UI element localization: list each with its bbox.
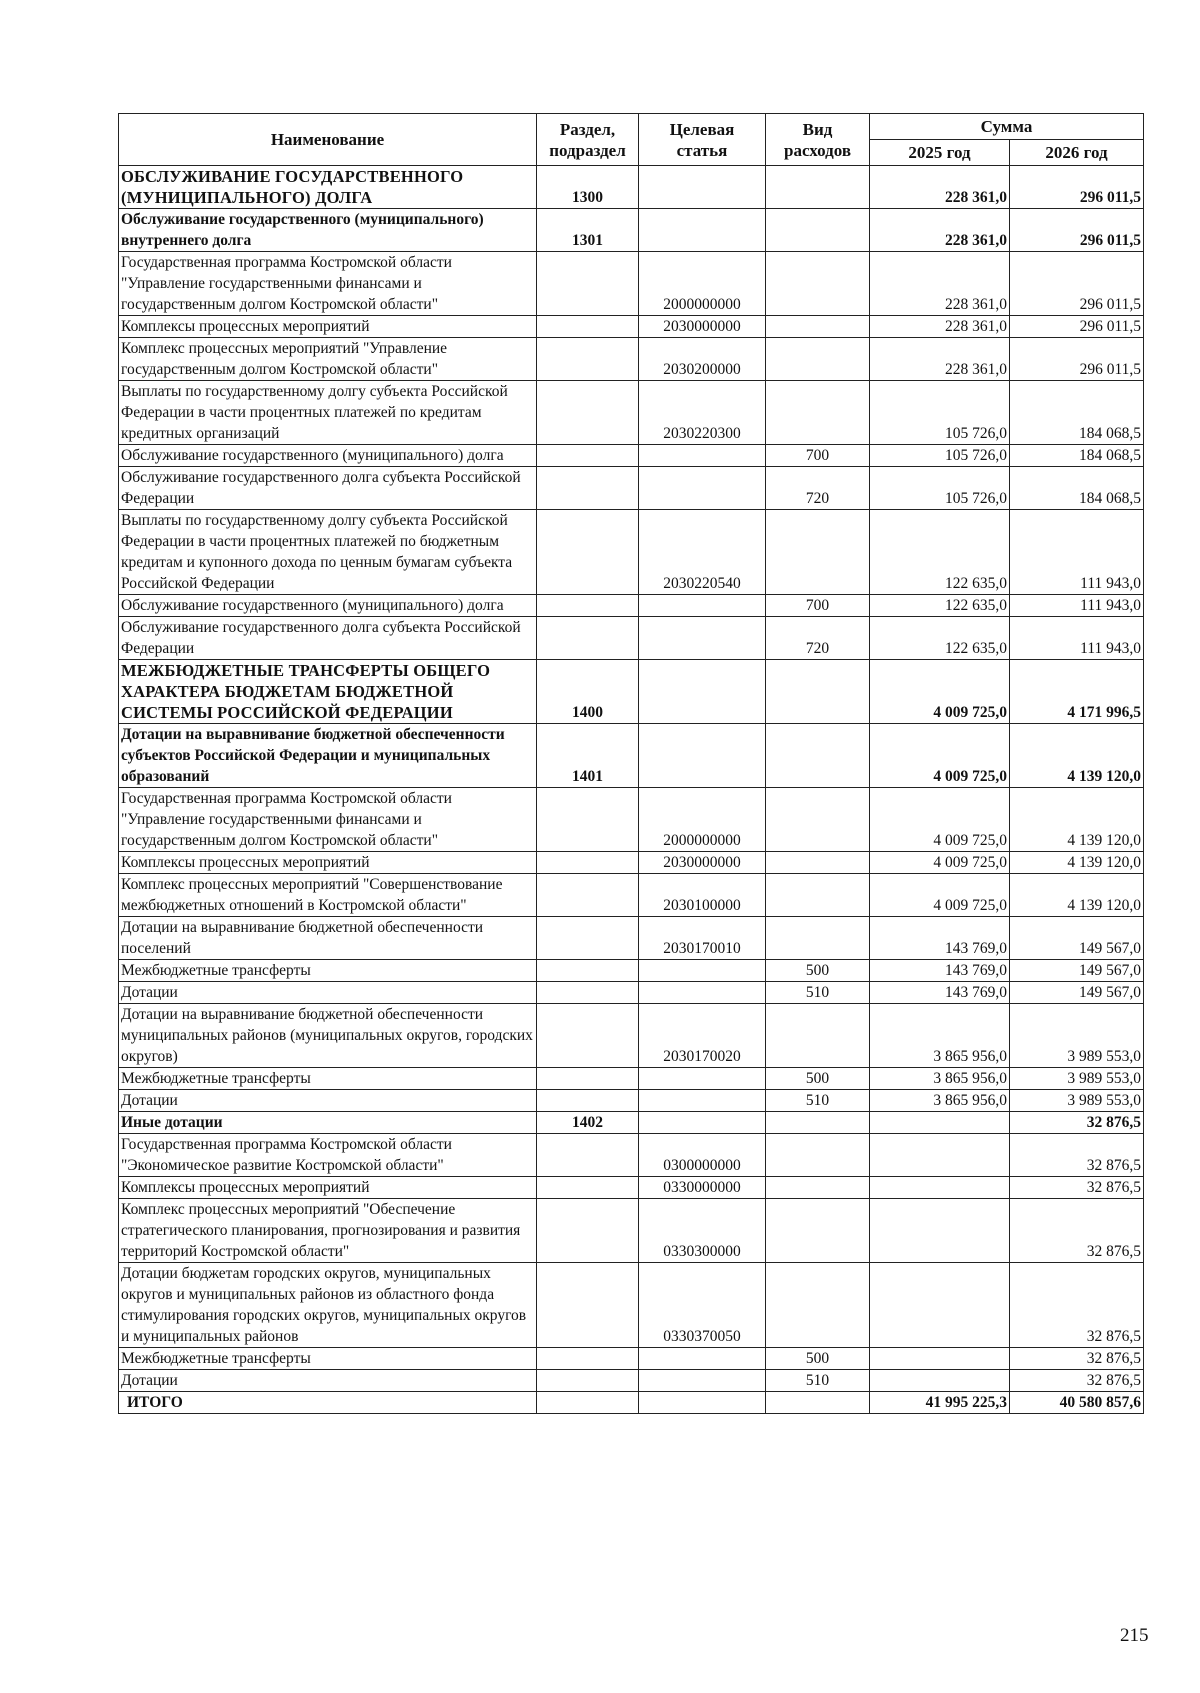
row-section: [537, 510, 639, 595]
page-number: 215: [1120, 1625, 1149, 1646]
row-name: Государственная программа Костромской области "Управление государственными финансами и государственным долгом Костромской области": [119, 788, 537, 852]
row-section: [537, 1263, 639, 1348]
row-name: Межбюджетные трансферты: [119, 960, 537, 982]
row-section: [537, 917, 639, 960]
table-row: [119, 316, 1144, 338]
row-target: [639, 724, 766, 788]
row-amount-2026: 3 989 553,0: [1010, 1068, 1144, 1090]
row-kind: [766, 660, 870, 724]
row-kind: 500: [766, 1348, 870, 1370]
row-target: [639, 617, 766, 660]
row-name: Дотации: [119, 1370, 537, 1392]
header-kind-line2: расходов: [784, 140, 851, 160]
row-amount-2025: 3 865 956,0: [870, 1090, 1010, 1112]
row-kind: [766, 252, 870, 316]
row-kind: [766, 852, 870, 874]
row-amount-2025: 228 361,0: [870, 252, 1010, 316]
row-kind: [766, 381, 870, 445]
row-kind: [766, 1177, 870, 1199]
row-amount-2025: 122 635,0: [870, 617, 1010, 660]
row-amount-2025: [870, 1370, 1010, 1392]
row-section: [537, 1177, 639, 1199]
row-amount-2025: 143 769,0: [870, 917, 1010, 960]
row-target: 0330370050: [639, 1263, 766, 1348]
row-amount-2025: 143 769,0: [870, 982, 1010, 1004]
row-section: [537, 1199, 639, 1263]
row-amount-2025: 228 361,0: [870, 209, 1010, 252]
row-amount-2025: 228 361,0: [870, 338, 1010, 381]
row-amount-2025: 228 361,0: [870, 166, 1010, 209]
row-name: Дотации на выравнивание бюджетной обеспеченности поселений: [119, 917, 537, 960]
row-kind: 500: [766, 1068, 870, 1090]
row-amount-2026: 296 011,5: [1010, 209, 1144, 252]
row-kind: [766, 166, 870, 209]
row-target: 2030000000: [639, 852, 766, 874]
table-row: [119, 1370, 1144, 1392]
row-target: [639, 1348, 766, 1370]
row-amount-2026: 149 567,0: [1010, 982, 1144, 1004]
row-name: Межбюджетные трансферты: [119, 1068, 537, 1090]
table-row: [119, 724, 1144, 788]
table-row: [119, 445, 1144, 467]
table-row: [119, 1263, 1144, 1348]
row-name: Иные дотации: [119, 1112, 537, 1134]
row-amount-2026: 149 567,0: [1010, 960, 1144, 982]
row-kind: 510: [766, 1090, 870, 1112]
row-section: [537, 1134, 639, 1177]
row-name: Обслуживание государственного долга субъекта Российской Федерации: [119, 617, 537, 660]
row-target: 0300000000: [639, 1134, 766, 1177]
row-target: [639, 1090, 766, 1112]
row-kind: [766, 917, 870, 960]
row-kind: [766, 209, 870, 252]
row-amount-2026: 184 068,5: [1010, 381, 1144, 445]
row-amount-2026: 4 139 120,0: [1010, 852, 1144, 874]
row-amount-2026: 296 011,5: [1010, 338, 1144, 381]
row-target: 2030170020: [639, 1004, 766, 1068]
row-kind: [766, 788, 870, 852]
table-row: [119, 788, 1144, 852]
table-row: [119, 1068, 1144, 1090]
row-section: [537, 1370, 639, 1392]
table-row: [119, 595, 1144, 617]
row-name: Межбюджетные трансферты: [119, 1348, 537, 1370]
header-year-2025: 2025 год: [870, 140, 1010, 166]
table-row: [119, 1348, 1144, 1370]
table-row: [119, 1134, 1144, 1177]
header-name: Наименование: [119, 114, 537, 166]
row-target: 2000000000: [639, 788, 766, 852]
row-amount-2026: 3 989 553,0: [1010, 1004, 1144, 1068]
row-target: [639, 1370, 766, 1392]
row-name: Дотации на выравнивание бюджетной обеспеченности субъектов Российской Федерации и муниципальных образований: [119, 724, 537, 788]
row-amount-2026: 111 943,0: [1010, 595, 1144, 617]
row-section: [537, 852, 639, 874]
row-section: [537, 1068, 639, 1090]
row-kind: 720: [766, 467, 870, 510]
row-amount-2026: 4 139 120,0: [1010, 788, 1144, 852]
row-kind: 700: [766, 445, 870, 467]
table-row: [119, 917, 1144, 960]
row-amount-2026: 296 011,5: [1010, 166, 1144, 209]
table-row: [119, 381, 1144, 445]
row-amount-2025: 4 009 725,0: [870, 874, 1010, 917]
row-target: [639, 166, 766, 209]
table-row: [119, 209, 1144, 252]
row-amount-2025: 3 865 956,0: [870, 1068, 1010, 1090]
row-amount-2026: 296 011,5: [1010, 252, 1144, 316]
row-kind: 720: [766, 617, 870, 660]
row-name: ОБСЛУЖИВАНИЕ ГОСУДАРСТВЕННОГО (МУНИЦИПАЛЬНОГО) ДОЛГА: [119, 166, 537, 209]
row-name: Обслуживание государственного долга субъекта Российской Федерации: [119, 467, 537, 510]
table-row: [119, 1177, 1144, 1199]
row-section: 1402: [537, 1112, 639, 1134]
row-section: 1301: [537, 209, 639, 252]
row-target: [639, 960, 766, 982]
row-amount-2026: 32 876,5: [1010, 1112, 1144, 1134]
row-kind: 700: [766, 595, 870, 617]
row-target: 2030000000: [639, 316, 766, 338]
row-section: [537, 381, 639, 445]
header-row-top: [119, 114, 1144, 140]
row-kind: [766, 1199, 870, 1263]
row-target: 2030100000: [639, 874, 766, 917]
table-row: [119, 874, 1144, 917]
table-row: [119, 338, 1144, 381]
table-row: [119, 1004, 1144, 1068]
row-name: Государственная программа Костромской области "Экономическое развитие Костромской области": [119, 1134, 537, 1177]
row-target: 0330000000: [639, 1177, 766, 1199]
row-section: 1400: [537, 660, 639, 724]
row-name: МЕЖБЮДЖЕТНЫЕ ТРАНСФЕРТЫ ОБЩЕГО ХАРАКТЕРА БЮДЖЕТАМ БЮДЖЕТНОЙ СИСТЕМЫ РОССИЙСКОЙ ФЕДЕРАЦИИ: [119, 660, 537, 724]
row-amount-2025: [870, 1199, 1010, 1263]
total-2026: 40 580 857,6: [1010, 1392, 1144, 1414]
header-summa: Сумма: [870, 114, 1144, 140]
row-name: Дотации бюджетам городских округов, муниципальных округов и муниципальных районов из областного фонда стимулирования городских округов, муниципальных округов и муниципальных районов: [119, 1263, 537, 1348]
row-amount-2026: 4 139 120,0: [1010, 874, 1144, 917]
row-name: Обслуживание государственного (муниципального) долга: [119, 445, 537, 467]
row-kind: 510: [766, 1370, 870, 1392]
row-amount-2026: 32 876,5: [1010, 1370, 1144, 1392]
row-kind: 510: [766, 982, 870, 1004]
row-amount-2026: 32 876,5: [1010, 1177, 1144, 1199]
row-target: 2030220300: [639, 381, 766, 445]
row-target: 2030170010: [639, 917, 766, 960]
row-target: [639, 595, 766, 617]
table-row: [119, 252, 1144, 316]
row-kind: [766, 510, 870, 595]
row-amount-2025: [870, 1112, 1010, 1134]
row-amount-2026: 111 943,0: [1010, 617, 1144, 660]
row-target: [639, 1112, 766, 1134]
budget-table: [118, 113, 1144, 1414]
row-section: [537, 1348, 639, 1370]
row-name: Обслуживание государственного (муниципального) долга: [119, 595, 537, 617]
total-kind: [766, 1392, 870, 1414]
row-amount-2026: 4 139 120,0: [1010, 724, 1144, 788]
row-amount-2025: 122 635,0: [870, 510, 1010, 595]
row-kind: [766, 316, 870, 338]
budget-table-body: [119, 166, 1144, 1392]
row-amount-2026: 111 943,0: [1010, 510, 1144, 595]
header-kind: [766, 114, 870, 166]
row-section: [537, 445, 639, 467]
header-target-line2: статья: [676, 140, 728, 160]
row-name: Государственная программа Костромской области "Управление государственными финансами и государственным долгом Костромской области": [119, 252, 537, 316]
header-razdel-line2: подраздел: [549, 140, 626, 160]
row-amount-2025: 4 009 725,0: [870, 724, 1010, 788]
row-name: Комплекс процессных мероприятий "Совершенствование межбюджетных отношений в Костромской области": [119, 874, 537, 917]
row-amount-2025: 105 726,0: [870, 381, 1010, 445]
row-section: [537, 982, 639, 1004]
table-row: [119, 852, 1144, 874]
table-row: [119, 467, 1144, 510]
row-target: 0330300000: [639, 1199, 766, 1263]
row-amount-2025: [870, 1263, 1010, 1348]
row-amount-2025: 4 009 725,0: [870, 788, 1010, 852]
row-amount-2025: 105 726,0: [870, 445, 1010, 467]
total-label: ИТОГО: [119, 1392, 537, 1414]
row-amount-2025: 143 769,0: [870, 960, 1010, 982]
row-kind: [766, 874, 870, 917]
row-target: 2030220540: [639, 510, 766, 595]
row-name: Комплексы процессных мероприятий: [119, 1177, 537, 1199]
row-target: [639, 1068, 766, 1090]
row-name: Комплекс процессных мероприятий "Обеспечение стратегического планирования, прогнозирования и развития территорий Костромской области": [119, 1199, 537, 1263]
header-kind-line1: Вид: [802, 119, 833, 139]
row-name: Дотации: [119, 982, 537, 1004]
row-amount-2025: 4 009 725,0: [870, 660, 1010, 724]
table-row: [119, 166, 1144, 209]
row-kind: [766, 1134, 870, 1177]
row-section: [537, 316, 639, 338]
row-amount-2025: 4 009 725,0: [870, 852, 1010, 874]
row-section: 1401: [537, 724, 639, 788]
row-name: Дотации на выравнивание бюджетной обеспеченности муниципальных районов (муниципальных округов, городских округов): [119, 1004, 537, 1068]
row-amount-2025: 3 865 956,0: [870, 1004, 1010, 1068]
row-name: Дотации: [119, 1090, 537, 1112]
row-section: [537, 617, 639, 660]
row-name: Комплексы процессных мероприятий: [119, 852, 537, 874]
row-amount-2025: 122 635,0: [870, 595, 1010, 617]
row-kind: [766, 1112, 870, 1134]
total-row: [119, 1392, 1144, 1414]
table-row: [119, 617, 1144, 660]
total-target: [639, 1392, 766, 1414]
row-target: [639, 982, 766, 1004]
row-target: [639, 445, 766, 467]
row-amount-2025: 105 726,0: [870, 467, 1010, 510]
row-kind: 500: [766, 960, 870, 982]
row-amount-2025: [870, 1348, 1010, 1370]
table-row: [119, 1090, 1144, 1112]
row-section: [537, 1004, 639, 1068]
table-row: [119, 1199, 1144, 1263]
row-section: [537, 960, 639, 982]
row-section: 1300: [537, 166, 639, 209]
row-amount-2025: [870, 1177, 1010, 1199]
row-name: Выплаты по государственному долгу субъекта Российской Федерации в части процентных платежей по бюджетным кредитам и купонного дохода по ценным бумагам субъекта Российской Федерации: [119, 510, 537, 595]
row-amount-2026: 32 876,5: [1010, 1348, 1144, 1370]
table-row: [119, 510, 1144, 595]
total-section: [537, 1392, 639, 1414]
row-name: Выплаты по государственному долгу субъекта Российской Федерации в части процентных платежей по кредитам кредитных организаций: [119, 381, 537, 445]
row-amount-2026: 32 876,5: [1010, 1134, 1144, 1177]
header-razdel-line1: Раздел,: [559, 119, 616, 139]
header-year-2026: 2026 год: [1010, 140, 1144, 166]
row-amount-2026: 296 011,5: [1010, 316, 1144, 338]
row-amount-2025: [870, 1134, 1010, 1177]
row-amount-2026: 4 171 996,5: [1010, 660, 1144, 724]
row-kind: [766, 338, 870, 381]
row-section: [537, 467, 639, 510]
row-name: Комплекс процессных мероприятий "Управление государственным долгом Костромской области": [119, 338, 537, 381]
row-section: [537, 338, 639, 381]
row-amount-2026: 149 567,0: [1010, 917, 1144, 960]
document-sheet: [118, 113, 1143, 1414]
row-section: [537, 788, 639, 852]
table-row: [119, 660, 1144, 724]
row-amount-2026: 3 989 553,0: [1010, 1090, 1144, 1112]
row-amount-2026: 184 068,5: [1010, 445, 1144, 467]
table-row: [119, 982, 1144, 1004]
row-amount-2026: 184 068,5: [1010, 467, 1144, 510]
row-amount-2025: 228 361,0: [870, 316, 1010, 338]
row-section: [537, 874, 639, 917]
row-name: Комплексы процессных мероприятий: [119, 316, 537, 338]
row-kind: [766, 724, 870, 788]
row-amount-2026: 32 876,5: [1010, 1199, 1144, 1263]
row-target: [639, 209, 766, 252]
row-section: [537, 595, 639, 617]
table-row: [119, 960, 1144, 982]
header-target-line1: Целевая: [669, 119, 735, 139]
total-2025: 41 995 225,3: [870, 1392, 1010, 1414]
row-kind: [766, 1263, 870, 1348]
row-section: [537, 252, 639, 316]
row-target: 2000000000: [639, 252, 766, 316]
row-target: [639, 660, 766, 724]
header-target: [639, 114, 766, 166]
row-target: 2030200000: [639, 338, 766, 381]
row-target: [639, 467, 766, 510]
table-row: [119, 1112, 1144, 1134]
row-name: Обслуживание государственного (муниципального) внутреннего долга: [119, 209, 537, 252]
header-razdel: [537, 114, 639, 166]
row-section: [537, 1090, 639, 1112]
row-amount-2026: 32 876,5: [1010, 1263, 1144, 1348]
row-kind: [766, 1004, 870, 1068]
